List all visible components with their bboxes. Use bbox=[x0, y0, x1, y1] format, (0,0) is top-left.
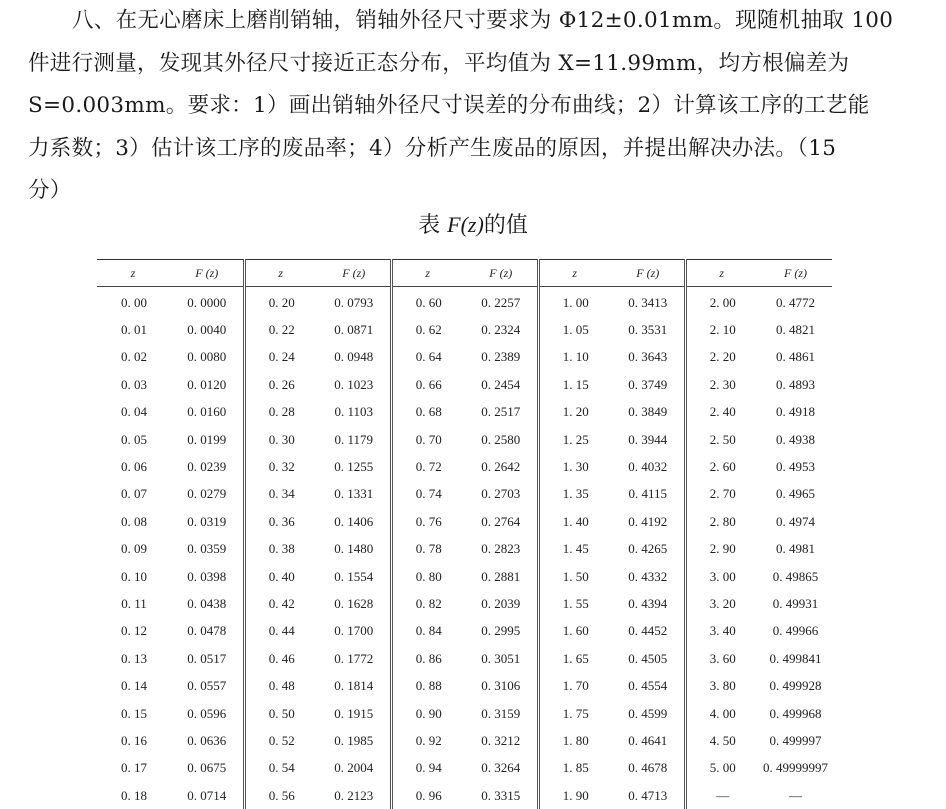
z-value-cell: 0. 14 bbox=[97, 672, 171, 699]
z-value-cell: 0. 36 bbox=[244, 508, 318, 535]
fz-value-cell: 0. 4599 bbox=[612, 700, 685, 727]
z-value-cell: 2. 30 bbox=[685, 371, 759, 398]
fz-value-cell: 0. 0438 bbox=[171, 590, 244, 617]
fz-value-cell: 0. 3051 bbox=[465, 645, 538, 672]
fz-value-cell: 0. 0596 bbox=[171, 700, 244, 727]
table-row bbox=[97, 371, 832, 398]
fz-value-cell: 0. 3849 bbox=[612, 399, 685, 426]
z-value-cell: 1. 55 bbox=[538, 590, 612, 617]
fz-value-cell: 0. 49966 bbox=[759, 618, 832, 645]
z-value-cell: 4. 00 bbox=[685, 700, 759, 727]
header-fz: F (z) bbox=[318, 260, 391, 287]
fz-value-cell: 0. 4554 bbox=[612, 672, 685, 699]
z-value-cell: 0. 11 bbox=[97, 590, 171, 617]
problem-line-3: S=0.003mm。要求：1）画出销轴外径尺寸误差的分布曲线；2）计算该工序的工艺能 bbox=[28, 85, 908, 128]
z-value-cell: 1. 75 bbox=[538, 700, 612, 727]
table-row bbox=[97, 508, 832, 535]
table-row bbox=[97, 426, 832, 453]
table-row bbox=[97, 700, 832, 727]
table-row bbox=[97, 645, 832, 672]
fz-value-cell: 0. 1255 bbox=[318, 453, 391, 480]
z-value-cell: — bbox=[685, 782, 759, 809]
z-value-cell: 1. 90 bbox=[538, 782, 612, 809]
table-caption-suffix: 的值 bbox=[484, 213, 528, 238]
z-value-cell: 2. 00 bbox=[685, 287, 759, 317]
fz-value-cell: 0. 4265 bbox=[612, 536, 685, 563]
fz-value-cell: 0. 0636 bbox=[171, 727, 244, 754]
z-value-cell: 0. 26 bbox=[244, 371, 318, 398]
fz-value-cell: 0. 1772 bbox=[318, 645, 391, 672]
z-value-cell: 0. 76 bbox=[391, 508, 465, 535]
fz-value-cell: 0. 0199 bbox=[171, 426, 244, 453]
z-value-cell: 0. 17 bbox=[97, 755, 171, 782]
z-value-cell: 0. 24 bbox=[244, 344, 318, 371]
fz-value-cell: 0. 0319 bbox=[171, 508, 244, 535]
table-caption-fz-text: F(z) bbox=[447, 212, 484, 237]
z-value-cell: 1. 85 bbox=[538, 755, 612, 782]
z-value-cell: 0. 06 bbox=[97, 453, 171, 480]
z-value-cell: 0. 62 bbox=[391, 316, 465, 343]
fz-value-cell: 0. 4893 bbox=[759, 371, 832, 398]
z-value-cell: 0. 72 bbox=[391, 453, 465, 480]
z-value-cell: 1. 45 bbox=[538, 536, 612, 563]
z-value-cell: 0. 13 bbox=[97, 645, 171, 672]
z-value-cell: 1. 40 bbox=[538, 508, 612, 535]
z-value-cell: 0. 20 bbox=[244, 287, 318, 317]
z-value-cell: 0. 74 bbox=[391, 481, 465, 508]
fz-value-cell: 0. 3944 bbox=[612, 426, 685, 453]
fz-value-cell: 0. 4981 bbox=[759, 536, 832, 563]
z-value-cell: 0. 00 bbox=[97, 287, 171, 317]
fz-value-cell: 0. 4713 bbox=[612, 782, 685, 809]
problem-line-1: 八、在无心磨床上磨削销轴，销轴外径尺寸要求为 Φ12±0.01mm。现随机抽取 100 bbox=[28, 0, 908, 43]
fz-value-cell: 0. 1700 bbox=[318, 618, 391, 645]
z-value-cell: 0. 78 bbox=[391, 536, 465, 563]
fz-value-cell: 0. 4678 bbox=[612, 755, 685, 782]
problem-line-5: 分） bbox=[28, 170, 908, 213]
fz-value-cell: 0. 0517 bbox=[171, 645, 244, 672]
fz-value-cell: 0. 3643 bbox=[612, 344, 685, 371]
fz-value-cell: 0. 499968 bbox=[759, 700, 832, 727]
header-z: z bbox=[685, 260, 759, 287]
fz-value-cell: 0. 1554 bbox=[318, 563, 391, 590]
fz-value-cell: 0. 2703 bbox=[465, 481, 538, 508]
fz-value-cell: 0. 2454 bbox=[465, 371, 538, 398]
z-value-cell: 0. 48 bbox=[244, 672, 318, 699]
table-body bbox=[97, 287, 832, 809]
z-value-cell: 2. 20 bbox=[685, 344, 759, 371]
fz-value-cell: 0. 0160 bbox=[171, 399, 244, 426]
fz-value-cell: 0. 3212 bbox=[465, 727, 538, 754]
z-value-cell: 0. 56 bbox=[244, 782, 318, 809]
fz-value-cell: 0. 4918 bbox=[759, 399, 832, 426]
z-value-cell: 2. 70 bbox=[685, 481, 759, 508]
z-value-cell: 1. 60 bbox=[538, 618, 612, 645]
fz-value-cell: 0. 1628 bbox=[318, 590, 391, 617]
table-row bbox=[97, 755, 832, 782]
table-caption-prefix: 表 bbox=[418, 213, 440, 238]
fz-value-cell: 0. 0080 bbox=[171, 344, 244, 371]
fz-value-cell: 0. 0871 bbox=[318, 316, 391, 343]
table-row bbox=[97, 287, 832, 317]
z-value-cell: 0. 84 bbox=[391, 618, 465, 645]
fz-value-cell: 0. 499841 bbox=[759, 645, 832, 672]
z-value-cell: 3. 00 bbox=[685, 563, 759, 590]
z-value-cell: 0. 42 bbox=[244, 590, 318, 617]
fz-value-cell: — bbox=[759, 782, 832, 809]
fz-table-container bbox=[97, 259, 832, 809]
header-z: z bbox=[97, 260, 171, 287]
fz-value-cell: 0. 4821 bbox=[759, 316, 832, 343]
fz-value-cell: 0. 2642 bbox=[465, 453, 538, 480]
fz-value-cell: 0. 2995 bbox=[465, 618, 538, 645]
fz-value-cell: 0. 0714 bbox=[171, 782, 244, 809]
fz-value-cell: 0. 0478 bbox=[171, 618, 244, 645]
fz-value-cell: 0. 2004 bbox=[318, 755, 391, 782]
fz-value-cell: 0. 0557 bbox=[171, 672, 244, 699]
problem-line-2: 件进行测量，发现其外径尺寸接近正态分布，平均值为 X=11.99mm，均方根偏差为 bbox=[28, 43, 908, 86]
z-value-cell: 4. 50 bbox=[685, 727, 759, 754]
fz-value-cell: 0. 4641 bbox=[612, 727, 685, 754]
fz-value-table bbox=[97, 259, 832, 809]
z-value-cell: 0. 68 bbox=[391, 399, 465, 426]
fz-value-cell: 0. 2324 bbox=[465, 316, 538, 343]
z-value-cell: 0. 52 bbox=[244, 727, 318, 754]
z-value-cell: 0. 02 bbox=[97, 344, 171, 371]
fz-value-cell: 0. 4861 bbox=[759, 344, 832, 371]
z-value-cell: 3. 60 bbox=[685, 645, 759, 672]
fz-value-cell: 0. 4032 bbox=[612, 453, 685, 480]
header-z: z bbox=[391, 260, 465, 287]
table-row bbox=[97, 672, 832, 699]
fz-value-cell: 0. 4772 bbox=[759, 287, 832, 317]
z-value-cell: 0. 66 bbox=[391, 371, 465, 398]
table-row bbox=[97, 590, 832, 617]
fz-value-cell: 0. 1179 bbox=[318, 426, 391, 453]
z-value-cell: 0. 80 bbox=[391, 563, 465, 590]
table-row bbox=[97, 563, 832, 590]
z-value-cell: 0. 46 bbox=[244, 645, 318, 672]
table-row bbox=[97, 727, 832, 754]
fz-value-cell: 0. 0239 bbox=[171, 453, 244, 480]
z-value-cell: 0. 34 bbox=[244, 481, 318, 508]
fz-value-cell: 0. 0040 bbox=[171, 316, 244, 343]
header-fz: F (z) bbox=[171, 260, 244, 287]
table-header-row bbox=[97, 260, 832, 287]
z-value-cell: 0. 92 bbox=[391, 727, 465, 754]
z-value-cell: 1. 10 bbox=[538, 344, 612, 371]
problem-statement bbox=[28, 0, 908, 213]
fz-value-cell: 0. 1406 bbox=[318, 508, 391, 535]
z-value-cell: 0. 01 bbox=[97, 316, 171, 343]
z-value-cell: 0. 32 bbox=[244, 453, 318, 480]
header-fz: F (z) bbox=[612, 260, 685, 287]
fz-value-cell: 0. 3531 bbox=[612, 316, 685, 343]
problem-line-4: 力系数；3）估计该工序的废品率；4）分析产生废品的原因，并提出解决办法。（15 bbox=[28, 128, 908, 171]
z-value-cell: 2. 50 bbox=[685, 426, 759, 453]
z-value-cell: 3. 40 bbox=[685, 618, 759, 645]
z-value-cell: 0. 96 bbox=[391, 782, 465, 809]
z-value-cell: 0. 04 bbox=[97, 399, 171, 426]
z-value-cell: 1. 35 bbox=[538, 481, 612, 508]
table-row bbox=[97, 344, 832, 371]
fz-value-cell: 0. 4115 bbox=[612, 481, 685, 508]
fz-value-cell: 0. 3413 bbox=[612, 287, 685, 317]
fz-value-cell: 0. 1915 bbox=[318, 700, 391, 727]
table-row bbox=[97, 453, 832, 480]
fz-value-cell: 0. 4938 bbox=[759, 426, 832, 453]
z-value-cell: 2. 10 bbox=[685, 316, 759, 343]
z-value-cell: 1. 30 bbox=[538, 453, 612, 480]
fz-value-cell: 0. 499928 bbox=[759, 672, 832, 699]
z-value-cell: 0. 22 bbox=[244, 316, 318, 343]
z-value-cell: 0. 07 bbox=[97, 481, 171, 508]
fz-value-cell: 0. 499997 bbox=[759, 727, 832, 754]
z-value-cell: 1. 05 bbox=[538, 316, 612, 343]
z-value-cell: 1. 65 bbox=[538, 645, 612, 672]
z-value-cell: 0. 94 bbox=[391, 755, 465, 782]
fz-value-cell: 0. 0675 bbox=[171, 755, 244, 782]
z-value-cell: 0. 70 bbox=[391, 426, 465, 453]
table-row bbox=[97, 481, 832, 508]
header-fz: F (z) bbox=[759, 260, 832, 287]
fz-value-cell: 0. 49999997 bbox=[759, 755, 832, 782]
z-value-cell: 1. 25 bbox=[538, 426, 612, 453]
z-value-cell: 0. 09 bbox=[97, 536, 171, 563]
fz-value-cell: 0. 4452 bbox=[612, 618, 685, 645]
fz-value-cell: 0. 2389 bbox=[465, 344, 538, 371]
z-value-cell: 0. 54 bbox=[244, 755, 318, 782]
fz-value-cell: 0. 2257 bbox=[465, 287, 538, 317]
z-value-cell: 0. 82 bbox=[391, 590, 465, 617]
fz-value-cell: 0. 4332 bbox=[612, 563, 685, 590]
z-value-cell: 0. 88 bbox=[391, 672, 465, 699]
z-value-cell: 0. 10 bbox=[97, 563, 171, 590]
fz-value-cell: 0. 49931 bbox=[759, 590, 832, 617]
fz-value-cell: 0. 1103 bbox=[318, 399, 391, 426]
fz-value-cell: 0. 3106 bbox=[465, 672, 538, 699]
fz-value-cell: 0. 2123 bbox=[318, 782, 391, 809]
z-value-cell: 0. 86 bbox=[391, 645, 465, 672]
fz-value-cell: 0. 0793 bbox=[318, 287, 391, 317]
z-value-cell: 1. 15 bbox=[538, 371, 612, 398]
fz-value-cell: 0. 4953 bbox=[759, 453, 832, 480]
z-value-cell: 0. 03 bbox=[97, 371, 171, 398]
table-row bbox=[97, 782, 832, 809]
z-value-cell: 2. 40 bbox=[685, 399, 759, 426]
table-row bbox=[97, 536, 832, 563]
fz-value-cell: 0. 1985 bbox=[318, 727, 391, 754]
z-value-cell: 1. 00 bbox=[538, 287, 612, 317]
fz-value-cell: 0. 4974 bbox=[759, 508, 832, 535]
fz-value-cell: 0. 1331 bbox=[318, 481, 391, 508]
z-value-cell: 2. 60 bbox=[685, 453, 759, 480]
fz-value-cell: 0. 2580 bbox=[465, 426, 538, 453]
z-value-cell: 0. 16 bbox=[97, 727, 171, 754]
table-row bbox=[97, 399, 832, 426]
fz-value-cell: 0. 4505 bbox=[612, 645, 685, 672]
fz-value-cell: 0. 2881 bbox=[465, 563, 538, 590]
z-value-cell: 1. 70 bbox=[538, 672, 612, 699]
fz-value-cell: 0. 4394 bbox=[612, 590, 685, 617]
z-value-cell: 0. 15 bbox=[97, 700, 171, 727]
z-value-cell: 0. 12 bbox=[97, 618, 171, 645]
table-row bbox=[97, 316, 832, 343]
fz-value-cell: 0. 2039 bbox=[465, 590, 538, 617]
fz-value-cell: 0. 3264 bbox=[465, 755, 538, 782]
fz-value-cell: 0. 1023 bbox=[318, 371, 391, 398]
fz-value-cell: 0. 0279 bbox=[171, 481, 244, 508]
fz-value-cell: 0. 2764 bbox=[465, 508, 538, 535]
z-value-cell: 0. 40 bbox=[244, 563, 318, 590]
fz-value-cell: 0. 3315 bbox=[465, 782, 538, 809]
z-value-cell: 0. 30 bbox=[244, 426, 318, 453]
z-value-cell: 0. 44 bbox=[244, 618, 318, 645]
z-value-cell: 0. 08 bbox=[97, 508, 171, 535]
z-value-cell: 3. 20 bbox=[685, 590, 759, 617]
fz-value-cell: 0. 1814 bbox=[318, 672, 391, 699]
fz-value-cell: 0. 0359 bbox=[171, 536, 244, 563]
table-caption bbox=[0, 210, 946, 241]
fz-value-cell: 0. 3159 bbox=[465, 700, 538, 727]
z-value-cell: 0. 90 bbox=[391, 700, 465, 727]
z-value-cell: 0. 50 bbox=[244, 700, 318, 727]
fz-value-cell: 0. 2517 bbox=[465, 399, 538, 426]
z-value-cell: 2. 80 bbox=[685, 508, 759, 535]
table-caption-fz bbox=[447, 212, 484, 237]
z-value-cell: 2. 90 bbox=[685, 536, 759, 563]
header-z: z bbox=[244, 260, 318, 287]
fz-value-cell: 0. 4965 bbox=[759, 481, 832, 508]
fz-value-cell: 0. 49865 bbox=[759, 563, 832, 590]
fz-value-cell: 0. 4192 bbox=[612, 508, 685, 535]
table-row bbox=[97, 618, 832, 645]
z-value-cell: 1. 80 bbox=[538, 727, 612, 754]
fz-value-cell: 0. 0948 bbox=[318, 344, 391, 371]
z-value-cell: 0. 38 bbox=[244, 536, 318, 563]
header-fz: F (z) bbox=[465, 260, 538, 287]
header-z: z bbox=[538, 260, 612, 287]
z-value-cell: 5. 00 bbox=[685, 755, 759, 782]
fz-value-cell: 0. 0398 bbox=[171, 563, 244, 590]
z-value-cell: 0. 05 bbox=[97, 426, 171, 453]
z-value-cell: 0. 64 bbox=[391, 344, 465, 371]
z-value-cell: 3. 80 bbox=[685, 672, 759, 699]
fz-value-cell: 0. 1480 bbox=[318, 536, 391, 563]
z-value-cell: 0. 60 bbox=[391, 287, 465, 317]
z-value-cell: 1. 20 bbox=[538, 399, 612, 426]
fz-value-cell: 0. 0000 bbox=[171, 287, 244, 317]
z-value-cell: 0. 28 bbox=[244, 399, 318, 426]
fz-value-cell: 0. 0120 bbox=[171, 371, 244, 398]
z-value-cell: 0. 18 bbox=[97, 782, 171, 809]
z-value-cell: 1. 50 bbox=[538, 563, 612, 590]
fz-value-cell: 0. 2823 bbox=[465, 536, 538, 563]
fz-value-cell: 0. 3749 bbox=[612, 371, 685, 398]
